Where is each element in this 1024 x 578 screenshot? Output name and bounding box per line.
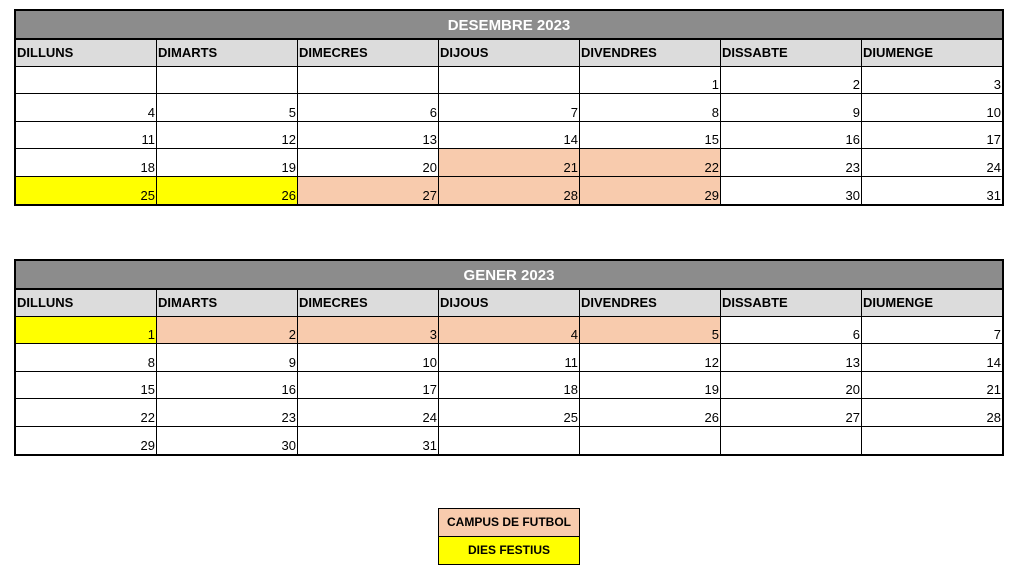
weekday-header: DILLUNS: [16, 290, 157, 317]
day-cell: 6: [298, 94, 439, 121]
day-cell: 12: [157, 122, 298, 149]
day-cell: 4: [439, 317, 580, 344]
day-cell: 22: [16, 399, 157, 426]
calendar-december: [14, 9, 1004, 206]
day-cell: 3: [298, 317, 439, 344]
legend-campus: CAMPUS DE FUTBOL: [439, 509, 579, 537]
day-cell: 27: [298, 177, 439, 204]
day-cell: 14: [862, 344, 1002, 371]
week-row: [16, 427, 1002, 454]
day-cell: 19: [157, 149, 298, 176]
day-cell: 11: [16, 122, 157, 149]
day-cell: 29: [580, 177, 721, 204]
day-cell: 22: [580, 149, 721, 176]
day-cell: 8: [16, 344, 157, 371]
day-cell: [439, 427, 580, 454]
week-row: [16, 122, 1002, 149]
day-cell: 12: [580, 344, 721, 371]
day-cell: [862, 427, 1002, 454]
day-cell: 20: [721, 372, 862, 399]
week-row: [16, 177, 1002, 204]
weekday-header-row: [16, 40, 1002, 67]
day-cell: 10: [298, 344, 439, 371]
day-cell: 9: [721, 94, 862, 121]
week-row: [16, 317, 1002, 344]
legend: [438, 508, 580, 565]
week-row: [16, 344, 1002, 371]
day-cell: 17: [862, 122, 1002, 149]
day-cell: 24: [862, 149, 1002, 176]
weekday-header: DIVENDRES: [580, 40, 721, 67]
day-cell: 30: [157, 427, 298, 454]
day-cell: 30: [721, 177, 862, 204]
day-cell: 3: [862, 67, 1002, 94]
day-cell: 7: [862, 317, 1002, 344]
calendar-january: [14, 259, 1004, 456]
calendar-title: DESEMBRE 2023: [16, 11, 1002, 40]
day-cell: 24: [298, 399, 439, 426]
day-cell: [721, 427, 862, 454]
weekday-header: DIUMENGE: [862, 40, 1002, 67]
day-cell: 4: [16, 94, 157, 121]
day-cell: 13: [721, 344, 862, 371]
weekday-header-row: [16, 290, 1002, 317]
calendar-grid: [16, 317, 1002, 454]
day-cell: 23: [721, 149, 862, 176]
day-cell: 15: [580, 122, 721, 149]
weekday-header: DISSABTE: [721, 40, 862, 67]
legend-festius: DIES FESTIUS: [439, 537, 579, 564]
day-cell: 5: [157, 94, 298, 121]
day-cell: 25: [16, 177, 157, 204]
day-cell: 21: [439, 149, 580, 176]
day-cell: 26: [157, 177, 298, 204]
weekday-header: DIMARTS: [157, 40, 298, 67]
day-cell: 13: [298, 122, 439, 149]
day-cell: [580, 427, 721, 454]
day-cell: 27: [721, 399, 862, 426]
weekday-header: DILLUNS: [16, 40, 157, 67]
day-cell: 1: [16, 317, 157, 344]
weekday-header: DIMARTS: [157, 290, 298, 317]
day-cell: 5: [580, 317, 721, 344]
day-cell: 26: [580, 399, 721, 426]
day-cell: [157, 67, 298, 94]
day-cell: [439, 67, 580, 94]
day-cell: 31: [298, 427, 439, 454]
week-row: [16, 149, 1002, 176]
day-cell: 1: [580, 67, 721, 94]
calendar-title: GENER 2023: [16, 261, 1002, 290]
weekday-header: DIJOUS: [439, 40, 580, 67]
weekday-header: DIJOUS: [439, 290, 580, 317]
week-row: [16, 372, 1002, 399]
day-cell: 20: [298, 149, 439, 176]
week-row: [16, 399, 1002, 426]
day-cell: 18: [439, 372, 580, 399]
day-cell: 6: [721, 317, 862, 344]
week-row: [16, 94, 1002, 121]
day-cell: [16, 67, 157, 94]
day-cell: 11: [439, 344, 580, 371]
day-cell: 31: [986, 187, 1001, 203]
day-cell: 29: [16, 427, 157, 454]
weekday-header: DIMECRES: [298, 40, 439, 67]
day-cell: 15: [16, 372, 157, 399]
day-cell: 2: [157, 317, 298, 344]
day-cell: 14: [439, 122, 580, 149]
day-cell: 21: [862, 372, 1002, 399]
day-cell: 28: [439, 177, 580, 204]
day-cell: 10: [862, 94, 1002, 121]
week-row: [16, 67, 1002, 94]
calendar-grid: [16, 67, 1002, 204]
day-cell: 28: [862, 399, 1002, 426]
day-cell: 16: [721, 122, 862, 149]
day-cell: 2: [721, 67, 862, 94]
day-cell: 9: [157, 344, 298, 371]
weekday-header: DISSABTE: [721, 290, 862, 317]
day-cell: 23: [157, 399, 298, 426]
day-cell: 18: [16, 149, 157, 176]
day-cell: 17: [298, 372, 439, 399]
weekday-header: DIUMENGE: [862, 290, 1002, 317]
day-cell: 16: [157, 372, 298, 399]
day-cell: 19: [580, 372, 721, 399]
weekday-header: DIVENDRES: [580, 290, 721, 317]
day-cell: 8: [580, 94, 721, 121]
day-cell: [298, 67, 439, 94]
day-cell: 7: [439, 94, 580, 121]
weekday-header: DIMECRES: [298, 290, 439, 317]
day-cell: 25: [439, 399, 580, 426]
